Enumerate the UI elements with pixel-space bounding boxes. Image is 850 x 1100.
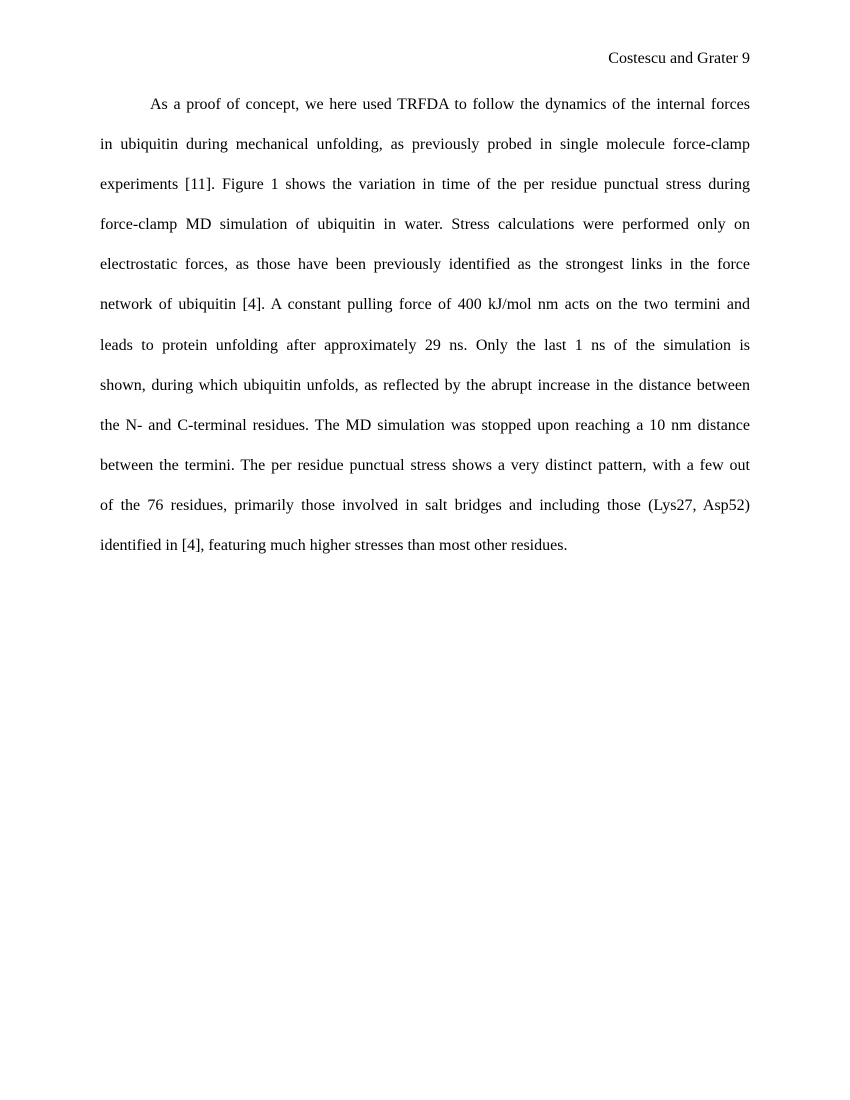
body-paragraph: [100, 95, 750, 576]
paragraph-line: As a proof of concept, we here used TRFDA to follow the dynamics of the internal forces: [150, 96, 750, 113]
paragraph-line: identified in [4], featuring much higher stresses than most other residues.: [100, 537, 568, 555]
paragraph-line: between the termini. The per residue punctual stress shows a very distinct pattern, with a few out: [100, 456, 750, 474]
paragraph-line: in ubiquitin during mechanical unfolding, as previously probed in single molecule force-clamp: [100, 136, 750, 154]
paragraph-line: shown, during which ubiquitin unfolds, as reflected by the abrupt increase in the distance between: [100, 376, 750, 394]
paragraph-line: leads to protein unfolding after approximately 29 ns. Only the last 1 ns of the simulation is: [100, 336, 750, 354]
paragraph-line: network of ubiquitin [4]. A constant pulling force of 400 kJ/mol nm acts on the two termini and: [100, 296, 750, 314]
paragraph-line: of the 76 residues, primarily those involved in salt bridges and including those (Lys27, Asp52): [100, 496, 750, 514]
paragraph-line: force-clamp MD simulation of ubiquitin in water. Stress calculations were performed only on: [100, 216, 750, 234]
running-header: Costescu and Grater 9: [608, 50, 750, 67]
paragraph-line: the N- and C-terminal residues. The MD simulation was stopped upon reaching a 10 nm distance: [100, 416, 750, 434]
paragraph-line: electrostatic forces, as those have been previously identified as the strongest links in the force: [100, 256, 750, 274]
paragraph-line: experiments [11]. Figure 1 shows the variation in time of the per residue punctual stress during: [100, 176, 750, 194]
